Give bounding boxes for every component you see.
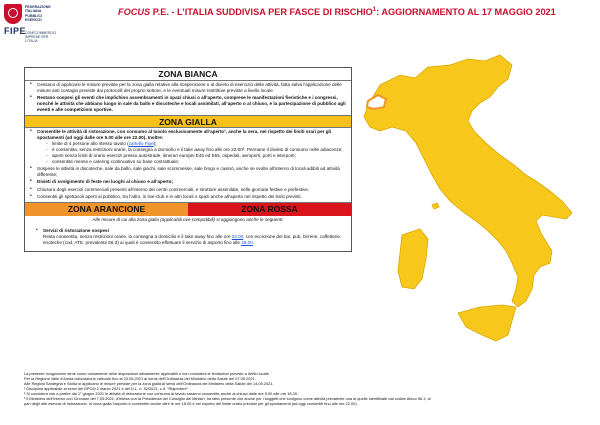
ristorazione-sospesi-text-c: .	[252, 239, 255, 245]
ristorazione-sublist	[37, 141, 348, 165]
cartello-fipe-link[interactable]: cartello Fipe	[128, 141, 154, 147]
zona-bianca-item: • Cessano di applicarsi le misure previste per la zona gialla relative alla sospensione o al divieto di esercizio delle attività, fatta salva l'applicazione delle misure anti contagio previste dai protocolli del proprio settore, e le eventuali misure restrittive previste a livello locale.	[30, 82, 348, 94]
note-line: La presente ricognizione tiene conto unicamente delle disposizioni attualmente applicabili e non considera le limitazioni previste a livello locale.	[24, 371, 270, 376]
ristorazione-text: Consentite le attività di ristorazione, con consumo al tavolo esclusivamente all’aperto², anche la sera, nel rispetto dei limiti orari per gli spostamenti (ad oggi dalle ore 5.00 alle ore 22.00). Inoltre:	[37, 129, 332, 141]
zona-gialla-ristorazione	[30, 129, 348, 164]
zona-arancione-rossa-header	[25, 202, 351, 216]
note-line: Alle Regioni Sardegna e Sicilia si applicano le misure previste per la zona gialla ai sensi dell’Ordinanza del Ministero della Salute del 14.05.2021.	[24, 381, 274, 386]
title-date: : AGGIORNAMENTO AL 17 MAGGIO 2021	[376, 7, 556, 18]
fipe-logo	[4, 4, 56, 48]
sub-item-autostrade: - aperti senza limiti di orario esercizi presso autostrade, itinerari europei E45 ed E55, ospedali, aeroporti, porti e interporti;	[46, 153, 348, 159]
zona-bianca-item: • Restano sospesi gli eventi che implichino assembramenti in spazi chiusi o all’aperto, comprese le manifestazioni fieristiche e i congressi, nonché le attività che abbiano luogo in sale da ballo e discoteche e locali assimilati, all’aperto o al chiuso, e la partecipazione di pubblico agli eventi e alle competizioni sportive.	[30, 95, 348, 113]
zona-gialla-item: • Chiusura degli esercizi commerciali presenti all’interno dei centri commerciali, e strutture assimilate, nelle giornate festive e prefestive.	[30, 187, 348, 193]
zona-gialla-header: ZONA GIALLA	[25, 115, 351, 128]
valle-daosta-region	[367, 95, 386, 109]
ristorazione-sospesi-text-a: Resta consentita, senza restrizioni orarie, la consegna a domicilio e il take away fino alle ore	[43, 234, 232, 240]
zona-bianca-list	[25, 81, 351, 115]
ristorazione-sospesi-text-b: , con eccezione dei bar, pub, birrerie, caffetterie, enoteche (cod. ATE. prevalente 56.3) ai quali è consentito effettuare il servizio di asporto fino alle	[43, 234, 342, 245]
logo-fipe-text: FIPE	[4, 26, 27, 36]
sub-item-tavolo-text: limite di 4 persone allo stesso tavolo (	[52, 141, 129, 147]
note-line: Per la Regione Valle d’Aosta collocazione valevole fino al 23.05.2021 ai sensi dell’Ordinanza del Ministero della Salute del 07.05.2021.	[24, 376, 256, 381]
note-line: ¹ Disciplina applicabile ai sensi del DPCM 2 marzo 2021 e del D.L. n. 52/2021, c.d. “Riaperture”.	[24, 386, 190, 391]
zona-gialla-list	[25, 128, 351, 202]
note-line: ² Si considera che a partire dal 1° giugno 2021 le attività di ristorazione con consumo al tavolo saranno consentite anche al chiuso dalle ore 5.00 alle ore 18.00.	[24, 391, 299, 396]
zona-arancione-rossa-subtitle: Alle misure di cui alla zona gialla (applicabili ove compatibili) si aggiungono anche le seguenti:	[92, 217, 284, 223]
italy-mainland	[364, 55, 572, 307]
ristorazione-sospesi-item	[36, 228, 342, 246]
logo-emblem-icon	[4, 4, 22, 24]
title-footnote-mark: 1	[372, 7, 377, 13]
italy-map	[340, 45, 585, 355]
zona-gialla-item: • Sospese le attività in discoteche, sale da ballo, sale giochi, sale scommesse, sale bingo e casinò, anche se svolte all’interno di locali adibiti ad attività differente;	[30, 166, 348, 178]
logo-confcommercio-text: CONFCOMMERCIO IMPRESE PER L'ITALIA	[25, 31, 57, 43]
sicily-island	[458, 305, 516, 341]
sardinia-island	[398, 229, 428, 289]
title-focus: FOCUS	[118, 7, 151, 18]
zones-panel	[24, 67, 352, 252]
note-line: ³ Il Ministero dell’Interno con Circolare del 7.05.2021, d’intesa con la Presidenza del Consiglio dei Ministri, ha fatto presente che anche per i soggetti che svolgono come attività prevalente una di quelle identificate dal codice Ateco 56.3, al	[24, 396, 431, 401]
logo-federation-text: FEDERAZIONE ITALIANA PUBBLICI ESERCIZI	[25, 5, 51, 23]
sub-item-mense: - consentite mense e catering continuativo su base contrattuale;	[46, 159, 348, 165]
time-link-2200[interactable]: 22.00	[231, 234, 244, 240]
elba-island	[432, 203, 439, 209]
zona-bianca-header: ZONA BIANCA	[25, 68, 351, 81]
time-link-1800[interactable]: 18.00	[241, 239, 253, 245]
footnotes	[24, 371, 590, 406]
note-line: pari degli altri esercizi di ristorazione, in zona gialla l’asporto è consentito anche oltre le ore 18:00 e nel rispetto del limite orario previsto per gli spostamenti (ad oggi consentiti fino alle ore 22.00).	[24, 401, 358, 406]
zona-arancione-header: ZONA ARANCIONE	[25, 203, 188, 216]
zona-arancione-rossa-list	[31, 227, 345, 248]
sub-item-consegna: - è consentita, senza restrizioni orarie, la consegna a domicilio e il take away fino alle ore 22:00³. Permane il divieto di consumo nelle adiacenze;	[46, 147, 348, 153]
sub-item-close: );	[153, 141, 157, 147]
ristorazione-sospesi-title: Servizi di ristorazione sospesi	[43, 228, 109, 234]
zona-rossa-header: ZONA ROSSA	[188, 203, 351, 216]
title-main: P.E. - L’ITALIA SUDDIVISA PER FASCE DI RISCHIO	[150, 7, 373, 18]
page-title	[118, 7, 588, 17]
zona-gialla-item: • Consentiti gli spettacoli aperti al pubblico, tra l’altro, in live-club e in altri locali o spazi anche all’aperto nel rispetto dei limiti previsti.	[30, 194, 348, 200]
zona-gialla-item: • Divieti di svolgimento di feste nei luoghi al chiuso e all’aperto;	[30, 179, 348, 185]
